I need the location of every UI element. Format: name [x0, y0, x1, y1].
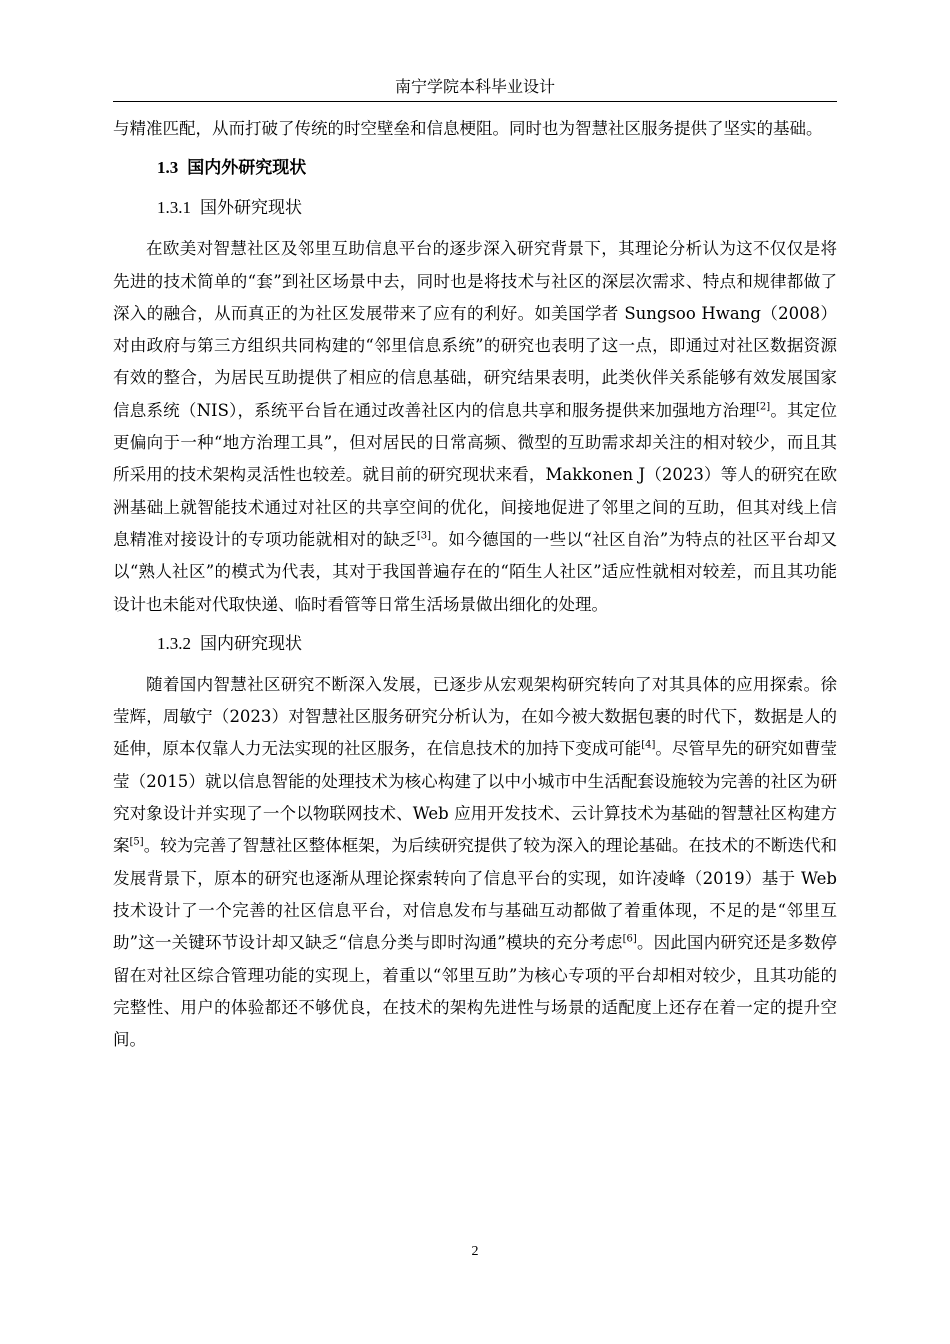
- running-header: 南宁学院本科毕业设计: [394, 77, 555, 96]
- paragraph-text: 与精准匹配，从而打破了传统的时空壁垒和信息梗阻。同时也为智慧社区服务提供了坚实的基础。: [113, 119, 823, 138]
- paragraph-domestic-research: [113, 669, 837, 1057]
- section-title: 国内外研究现状: [187, 158, 307, 178]
- subsection-number: 1.3.2: [157, 633, 191, 653]
- subsection-title: 国内研究现状: [200, 633, 302, 653]
- subsection-heading-1-3-1: [157, 191, 837, 225]
- section-number: 1.3: [157, 158, 179, 178]
- citation-ref: [5]: [129, 836, 144, 848]
- page-number: 2: [471, 1244, 479, 1259]
- paragraph-text: 。因此国内研究还是多数停留在对社区综合管理功能的实现上，着重以“邻里互助”为核心专项的平台却相对较少，且其功能的完整性、用户的体验都还不够优良，在技术的架构先进性与场景的适配度上还存在着一定的提升空间。: [113, 933, 837, 1050]
- paragraph-text: 。其定位更偏向于一种“地方治理工具”，但对居民的日常高频、微型的互助需求却关注的相对较少，而且其所采用的技术架构灵活性也较差。就目前的研究现状来看，Makkonen J（2023）等人的研究在欧洲基础上就智能技术通过对社区的共享空间的优化，间接地促进了邻里之间的互助，但其对线上信息精准对接设计的专项功能就相对的缺乏: [113, 400, 837, 549]
- page-body: [113, 113, 837, 1056]
- paragraph-text: 在欧美对智慧社区及邻里互助信息平台的逐步深入研究背景下，其理论分析认为这不仅仅是将先进的技术简单的“套”到社区场景中去，同时也是将技术与社区的深层次需求、特点和规律都做了深入的融合，从而真正的为社区发展带来了应有的利好。如美国学者 Sungsoo Hwang（2008）对由政府与第三方组织共同构建的“邻里信息系统”的研究也表明了这一点，即通过对社区数据资源有效的整合，为居民互助提供了相应的信息基础，研究结果表明，此类伙伴关系能够有效发展国家信息系统（NIS），系统平台旨在通过改善社区内的信息共享和服务提供来加强地方治理: [113, 239, 837, 420]
- paragraph-foreign-research: [113, 233, 837, 621]
- subsection-heading-1-3-2: [157, 627, 837, 661]
- paragraph-text: 。如今德国的一些以“社区自治”为特点的社区平台却又以“熟人社区”的模式为代表，其对于我国普遍存在的“陌生人社区”适应性就相对较差，而且其功能设计也未能对代取快递、临时看管等日常生活场景做出细化的处理。: [113, 529, 837, 614]
- citation-ref: [6]: [622, 933, 637, 945]
- subsection-number: 1.3.1: [157, 198, 191, 218]
- section-heading-1-3: [157, 151, 837, 185]
- citation-ref: [4]: [641, 739, 656, 751]
- subsection-title: 国外研究现状: [200, 198, 302, 218]
- header-rule: [113, 101, 837, 102]
- paragraph-text: 随着国内智慧社区研究不断深入发展，已逐步从宏观架构研究转向了对其具体的应用探索。徐莹辉，周敏宁（2023）对智慧社区服务研究分析认为，在如今被大数据包裹的时代下，数据是人的延伸，原本仅靠人力无法实现的社区服务，在信息技术的加持下变成可能: [113, 674, 837, 759]
- paragraph-text: 。尽管早先的研究如曹莹莹（2015）就以信息智能的处理技术为核心构建了以中小城市中生活配套设施较为完善的社区为研究对象设计并实现了一个以物联网技术、Web 应用开发技术、云计算技术为基础的智慧社区构建方案: [113, 739, 838, 856]
- paragraph-continued: [113, 113, 837, 145]
- citation-ref: [3]: [416, 530, 432, 542]
- citation-ref: [2]: [755, 401, 771, 413]
- paragraph-text: 。较为完善了智慧社区整体框架，为后续研究提供了较为深入的理论基础。在技术的不断迭代和发展背景下，原本的研究也逐渐从理论探索转向了信息平台的实现，如许凌峰（2019）基于 Web 技术设计了一个完善的社区信息平台，对信息发布与基础互动都做了着重体现，不足的是“邻里互助”这一关键环节设计却又缺乏“信息分类与即时沟通”模块的充分考虑: [113, 836, 838, 953]
